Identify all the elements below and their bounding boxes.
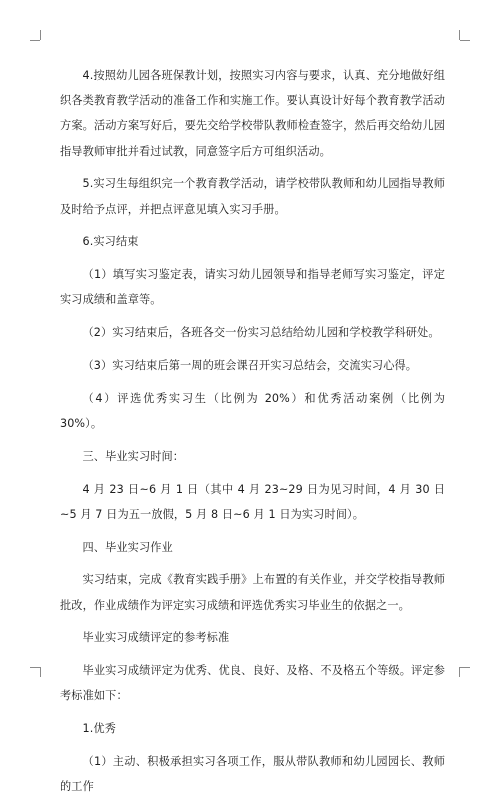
corner-mark-top-right-v xyxy=(459,30,460,40)
paragraph-grading-levels: 毕业实习成绩评定为优秀、优良、良好、及格、不及格五个等级。评定参考标准如下： xyxy=(60,664,445,703)
subheading-grading-criteria: 毕业实习成绩评定的参考标准 xyxy=(82,631,230,645)
paragraph-homework-description: 实习结束，完成《教育实践手册》上布置的有关作业，并交学校指导教师批改，作业成绩作为评定实习成绩和评选优秀实习毕业生的依据之一。 xyxy=(60,573,445,612)
corner-mark-top-left-h xyxy=(30,40,40,41)
section-heading-internship-time: 三、毕业实习时间： xyxy=(82,449,185,463)
corner-mark-top-right-h xyxy=(460,40,470,41)
paragraph-item-4-activity-prep: 4.按照幼儿园各班保教计划，按照实习内容与要求，认真、充分地做好组织各类教育教学活动的准备工作和实施工作。要认真设计好每个教育教学活动方案。活动方案写好后，要先交给学校带队教师检查签字，然后再交给幼儿园指导教师审批并看过试教，同意签字后方可组织活动。 xyxy=(60,69,445,158)
section-heading-internship-homework: 四、毕业实习作业 xyxy=(82,540,173,554)
corner-mark-bottom-left-h xyxy=(30,667,40,668)
document-body xyxy=(60,63,445,807)
paragraph-sub-4-selection: （4）评选优秀实习生（比例为 20%）和优秀活动案例（比例为 30%）。 xyxy=(60,391,445,430)
subheading-excellent: 1.优秀 xyxy=(82,722,116,736)
paragraph-excellent-criteria-1: （1）主动、积极承担实习各项工作，服从带队教师和幼儿园园长、教师的工作 xyxy=(60,754,445,794)
corner-mark-bottom-right-h xyxy=(460,667,470,668)
paragraph-item-5-feedback: 5.实习生每组织完一个教育教学活动，请学校带队教师和幼儿园指导教师及时给予点评，并把点评意见填入实习手册。 xyxy=(60,177,445,216)
paragraph-sub-2-summary: （2）实习结束后，各班各交一份实习总结给幼儿园和学校教学科研处。 xyxy=(82,326,440,340)
paragraph-internship-dates: 4 月 23 日~6 月 1 日（其中 4 月 23~29 日为见习时间，4 月 30 日~5 月 7 日为五一放假，5 月 8 日~6 月 1 日为实习时间）。 xyxy=(60,482,445,521)
paragraph-sub-3-meeting: （3）实习结束后第一周的班会课召开实习总结会，交流实习心得。 xyxy=(82,359,418,372)
corner-mark-top-left-v xyxy=(40,30,41,40)
corner-mark-bottom-left-v xyxy=(40,667,41,677)
paragraph-sub-1-appraisal: （1）填写实习鉴定表，请实习幼儿园领导和指导老师写实习鉴定，评定实习成绩和盖章等。 xyxy=(60,268,445,307)
paragraph-item-6-heading: 6.实习结束 xyxy=(82,235,139,249)
corner-mark-bottom-right-v xyxy=(459,667,460,677)
